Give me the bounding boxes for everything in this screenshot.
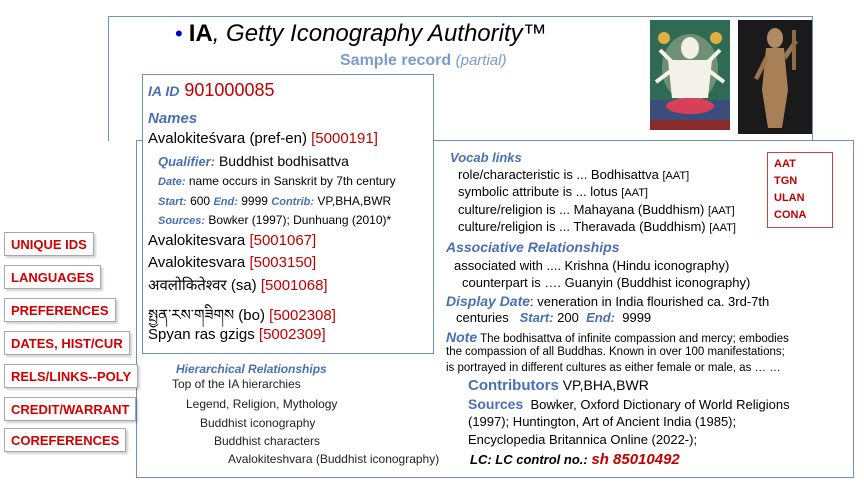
sources-line: Bowker, Oxford Dictionary of World Religions xyxy=(530,397,790,412)
page-subtitle xyxy=(340,52,506,70)
dates-hist-cur-button[interactable]: DATES, HIST/CUR xyxy=(4,331,130,355)
names-heading: Names xyxy=(148,110,198,127)
variant-name-text: སྤྱན་རས་གཟིགས (bo) xyxy=(148,307,265,324)
subtitle-partial: (partial) xyxy=(455,52,507,69)
lc-value[interactable]: sh 85010492 xyxy=(591,451,680,468)
name-start-end-contrib xyxy=(158,194,391,208)
sources-heading: Sources xyxy=(468,396,524,412)
badge-cona[interactable]: CONA xyxy=(774,209,807,221)
start-value: 600 xyxy=(190,194,211,208)
variant-name-text: अवलोकितेश्वर (sa) xyxy=(148,277,257,294)
date-value: name occurs in Sanskrit by 7th century xyxy=(188,174,396,188)
variant-name-id[interactable]: [5002309] xyxy=(258,326,326,343)
preferred-name xyxy=(148,130,378,147)
display-date-range xyxy=(456,310,651,325)
preferences-button[interactable]: PREFERENCES xyxy=(4,298,116,322)
date-label: Date: xyxy=(158,176,186,188)
vocab-link-text: culture/religion is ... Theravada (Buddhism) xyxy=(458,219,706,234)
associative-item[interactable]: counterpart is …. Guanyin (Buddhist iconography) xyxy=(462,275,751,290)
vocab-badges-box xyxy=(767,152,833,228)
preferred-name-text: Avalokiteśvara (pref-en) xyxy=(148,130,307,147)
display-date xyxy=(446,293,769,309)
centuries-text: centuries xyxy=(456,310,509,325)
ia-id-label: IA ID xyxy=(148,83,180,99)
vocab-link-text: culture/religion is ... Mahayana (Buddhism) xyxy=(458,202,705,217)
start-label: Start: xyxy=(158,196,187,208)
sources-line: (1997); Huntington, Art of Ancient India (1985); xyxy=(468,414,737,429)
statue-image xyxy=(738,20,812,134)
variant-name xyxy=(148,326,326,343)
vocab-link-tag: [AAT] xyxy=(662,170,690,182)
note xyxy=(446,329,789,345)
variant-name-text: Avalokitesvara xyxy=(148,232,246,249)
qualifier-value: Buddhist bodhisattva xyxy=(218,153,349,169)
bullet-icon: • xyxy=(175,21,183,46)
variant-name-id[interactable]: [5003150] xyxy=(249,254,317,271)
hierarchy-item[interactable]: Top of the IA hierarchies xyxy=(172,377,301,391)
variant-name xyxy=(148,232,316,249)
end-label: End: xyxy=(213,196,238,208)
variant-name xyxy=(148,275,328,295)
preferred-name-id[interactable]: [5000191] xyxy=(311,130,378,147)
vocab-heading: Vocab links xyxy=(450,150,522,165)
variant-name-id[interactable]: [5001067] xyxy=(249,232,317,249)
variant-name xyxy=(148,254,316,271)
variant-name-text: Avalokitesvara xyxy=(148,254,246,271)
unique-ids-button[interactable]: UNIQUE IDS xyxy=(4,232,94,256)
note-line: The bodhisattva of infinite compassion and mercy; embodies xyxy=(480,333,789,345)
contributors xyxy=(468,377,649,394)
note-line: is portrayed in different cultures as either female or male, as … … xyxy=(446,362,781,374)
display-date-value: : veneration in India flourished ca. 3rd-7th xyxy=(530,294,770,309)
vocab-link[interactable] xyxy=(458,219,736,234)
rels-links-poly-button[interactable]: RELS/LINKS--POLY xyxy=(4,364,138,388)
dd-end-value: 9999 xyxy=(622,310,652,325)
badge-tgn[interactable]: TGN xyxy=(774,175,798,187)
thangka-painting-image xyxy=(650,20,730,130)
ia-id xyxy=(148,80,275,101)
vocab-link-tag: [AAT] xyxy=(708,205,735,217)
sources-line: Encyclopedia Britannica Online (2022-); xyxy=(468,432,698,447)
page-title xyxy=(175,20,547,48)
dd-end-label: End: xyxy=(586,310,615,325)
vocab-link[interactable] xyxy=(458,184,648,199)
end-value: 9999 xyxy=(241,194,268,208)
display-date-label: Display Date xyxy=(446,293,531,309)
ia-id-value: 901000085 xyxy=(184,80,275,100)
sources-label: Sources: xyxy=(158,215,206,227)
credit-warrant-button[interactable]: CREDIT/WARRANT xyxy=(4,397,136,421)
qualifier-label: Qualifier: xyxy=(158,154,216,169)
sources-value: Bowker (1997); Dunhuang (2010)* xyxy=(208,213,392,227)
lc-text: LC control no.: xyxy=(495,452,588,467)
languages-button[interactable]: LANGUAGES xyxy=(4,265,101,289)
name-sources xyxy=(158,213,391,227)
name-date xyxy=(158,174,396,188)
sources xyxy=(468,396,790,412)
contrib-label: Contrib: xyxy=(271,196,315,208)
hierarchy-item[interactable]: Avalokiteshvara (Buddhist iconography) xyxy=(228,452,440,466)
hierarchy-item[interactable]: Legend, Religion, Mythology xyxy=(186,397,338,411)
vocab-link-tag: [AAT] xyxy=(709,222,736,234)
vocab-link-text: symbolic attribute is ... lotus xyxy=(458,184,618,199)
note-label: Note xyxy=(446,329,478,345)
vocab-link-text: role/characteristic is ... Bodhisattva xyxy=(458,167,659,182)
contributors-label: Contributors xyxy=(468,377,559,394)
vocab-link-tag: [AAT] xyxy=(621,187,648,199)
coreferences-button[interactable]: COREFERENCES xyxy=(4,428,126,452)
dd-start-label: Start: xyxy=(519,310,554,325)
contrib-value: VP,BHA,BWR xyxy=(317,194,392,208)
note-line: the compassion of all Buddhas. Known in over 100 manifestations; xyxy=(446,346,785,358)
lc-control xyxy=(470,451,680,468)
associative-heading: Associative Relationships xyxy=(446,239,620,255)
vocab-link[interactable] xyxy=(458,167,689,182)
hierarchy-item[interactable]: Buddhist characters xyxy=(214,434,321,448)
title-ia: IA xyxy=(188,20,213,47)
dd-start-value: 200 xyxy=(557,310,579,325)
hierarchy-heading: Hierarchical Relationships xyxy=(176,362,327,376)
associative-item[interactable]: associated with .... Krishna (Hindu iconography) xyxy=(454,258,730,273)
hierarchy-item[interactable]: Buddhist iconography xyxy=(200,416,316,430)
variant-name-id[interactable]: [5001068] xyxy=(260,277,328,294)
qualifier xyxy=(158,153,349,169)
badge-aat[interactable]: AAT xyxy=(774,158,796,170)
variant-name-text: Spyan ras gzigs xyxy=(148,326,255,343)
subtitle-main: Sample record xyxy=(340,52,456,69)
vocab-link[interactable] xyxy=(458,202,735,217)
title-rest: , Getty Iconography Authority™ xyxy=(212,20,547,47)
lc-label: LC: xyxy=(470,452,492,467)
contributors-value: VP,BHA,BWR xyxy=(562,377,649,393)
badge-ulan[interactable]: ULAN xyxy=(774,192,805,204)
variant-name-id[interactable]: [5002308] xyxy=(269,307,336,324)
